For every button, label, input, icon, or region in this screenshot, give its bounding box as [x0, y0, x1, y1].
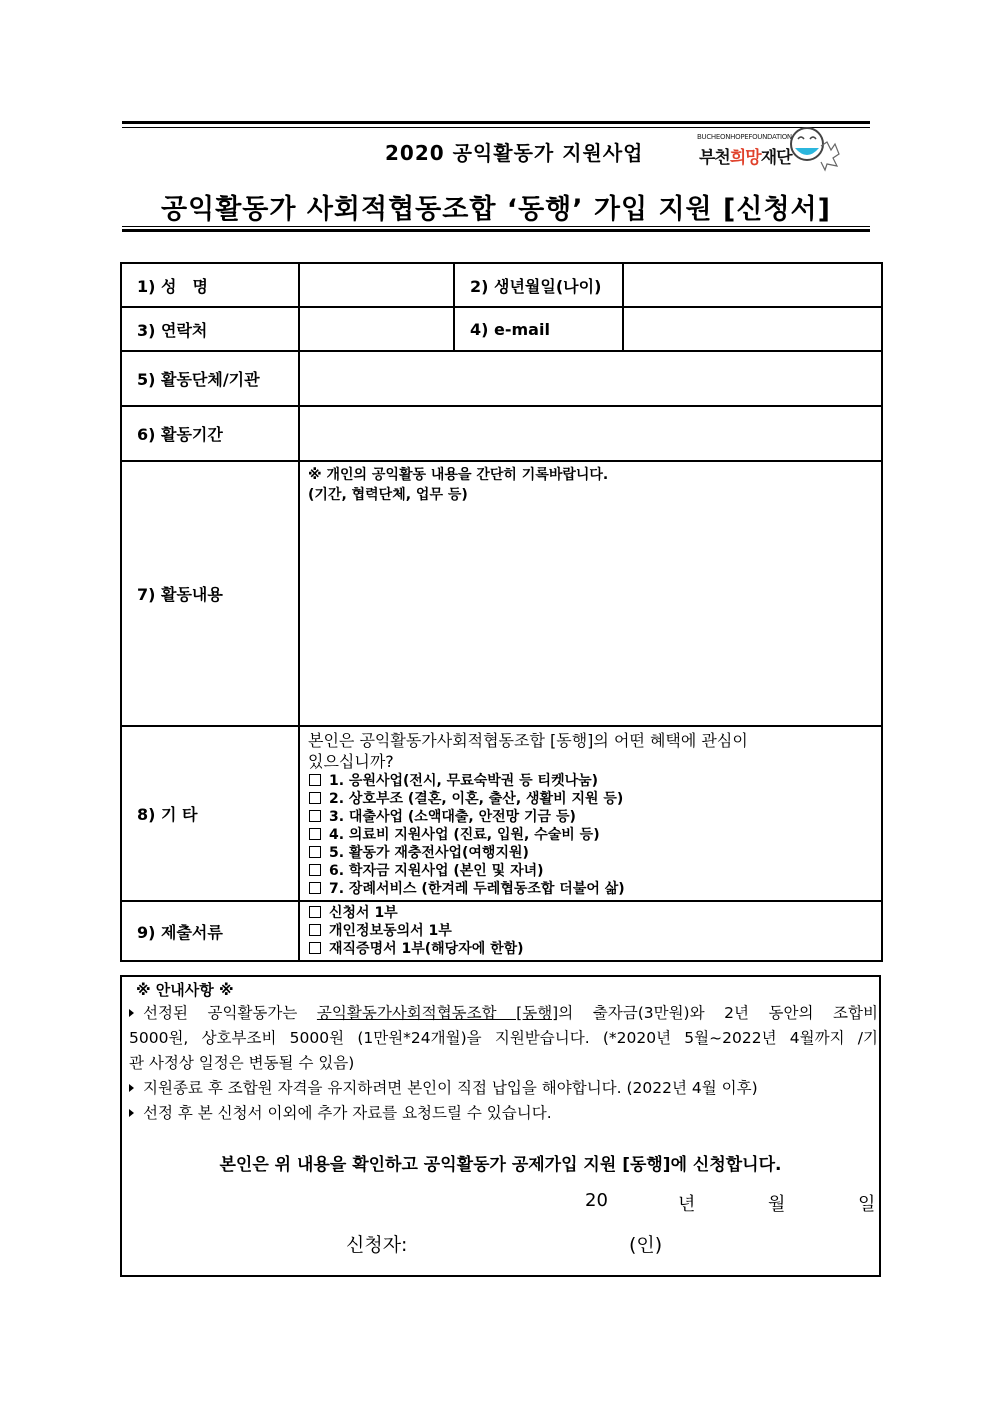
birth-label: 2) 생년월일(나이)	[454, 263, 623, 307]
form-row-etc	[121, 726, 882, 901]
checkbox[interactable]	[309, 882, 321, 894]
checkbox[interactable]	[309, 846, 321, 858]
smile-logo-icon	[781, 124, 845, 174]
benefit-option[interactable]: 6. 학자금 지원사업 (본인 및 자녀)	[308, 862, 881, 880]
documents-field	[299, 901, 882, 961]
benefit-option[interactable]: 5. 활동가 재충전사업(여행지원)	[308, 844, 881, 862]
checkbox[interactable]	[309, 906, 321, 918]
checkbox[interactable]	[309, 864, 321, 876]
benefit-option[interactable]: 2. 상호부조 (결혼, 이혼, 출산, 생활비 지원 등)	[308, 790, 881, 808]
birth-field[interactable]	[623, 263, 882, 307]
notice-heading: ※ 안내사항 ※	[136, 981, 234, 999]
checkbox[interactable]	[309, 792, 321, 804]
checkbox[interactable]	[309, 810, 321, 822]
contact-label: 3) 연락처	[121, 307, 299, 351]
logo-english-text: BUCHEONHOPEFOUNDATION	[697, 133, 792, 141]
applicant-label: 신청자:	[346, 1234, 408, 1256]
activity-note-detail: (기간, 협력단체, 업무 등)	[308, 487, 468, 503]
organization-field[interactable]	[299, 351, 882, 406]
form-row-contact	[121, 307, 882, 351]
name-field[interactable]	[299, 263, 454, 307]
documents-label: 9) 제출서류	[121, 901, 299, 961]
contact-field[interactable]	[299, 307, 454, 351]
email-label: 4) e-mail	[454, 307, 623, 351]
activity-note: ※ 개인의 공익활동 내용을 간단히 기록바랍니다.	[308, 467, 609, 483]
activity-field[interactable]	[299, 461, 882, 726]
checkbox[interactable]	[309, 924, 321, 936]
checkbox[interactable]	[309, 828, 321, 840]
activity-label: 7) 활동내용	[121, 461, 299, 726]
date-year: 20	[585, 1190, 608, 1211]
logo-korean-text: 부천희망재단	[699, 148, 792, 168]
program-subtitle: 2020 공익활동가 지원사업	[385, 141, 644, 165]
bottom-rule-thin	[122, 226, 870, 227]
email-field[interactable]	[623, 307, 882, 351]
benefit-option[interactable]: 1. 응원사업(전시, 무료숙박권 등 티켓나눔)	[308, 772, 881, 790]
form-title: 공익활동가 사회적협동조합 ‘동행’ 가입 지원 [신청서]	[161, 194, 831, 225]
date-day-unit: 일	[858, 1194, 876, 1215]
confirmation-statement: 본인은 위 내용을 확인하고 공익활동가 공제가입 지원 [동행]에 신청합니다.	[219, 1155, 782, 1175]
notice-item: 선정된 공익활동가는 공익활동가사회적협동조합 [동행]의 출자금(3만원)와 2년 동안의 조합비	[129, 1001, 878, 1025]
document-option[interactable]: 신청서 1부	[308, 904, 881, 922]
notice-box	[120, 975, 881, 1277]
document-option[interactable]: 개인정보동의서 1부	[308, 922, 881, 940]
organization-label: 5) 활동단체/기관	[121, 351, 299, 406]
etc-question-cont: 있으십니까?	[308, 752, 394, 771]
seal-label: (인)	[629, 1234, 663, 1256]
bottom-rule-thick	[122, 229, 870, 232]
notice-item: 선정 후 본 신청서 이외에 추가 자료를 요청드릴 수 있습니다.	[129, 1101, 878, 1125]
form-row-activity	[121, 461, 882, 726]
bullet-icon	[129, 1109, 134, 1117]
period-label: 6) 활동기간	[121, 406, 299, 461]
benefit-option[interactable]: 4. 의료비 지원사업 (진료, 입원, 수술비 등)	[308, 826, 881, 844]
foundation-logo	[697, 124, 847, 174]
date-month-unit: 월	[768, 1194, 786, 1215]
notice-item-cont: 5000원, 상호부조비 5000원 (1만원*24개월)을 지원받습니다. (*2020년 5월~2022년 4월까지 /기	[129, 1029, 878, 1047]
etc-question: 본인은 공익활동가사회적협동조합 [동행]의 어떤 혜택에 관심이	[308, 731, 748, 750]
date-year-unit: 년	[678, 1194, 696, 1215]
form-row-documents	[121, 901, 882, 961]
benefit-option[interactable]: 3. 대출사업 (소액대출, 안전망 기금 등)	[308, 808, 881, 826]
application-form-table	[120, 262, 883, 962]
checkbox[interactable]	[309, 942, 321, 954]
benefit-option[interactable]: 7. 장례서비스 (한겨레 두레협동조합 더불어 삶)	[308, 880, 881, 898]
etc-label: 8) 기 타	[121, 726, 299, 901]
document-option[interactable]: 재직증명서 1부(해당자에 한함)	[308, 940, 881, 958]
name-label: 1) 성 명	[121, 263, 299, 307]
form-row-name	[121, 263, 882, 307]
bullet-icon	[129, 1009, 134, 1017]
form-row-organization	[121, 351, 882, 406]
etc-field	[299, 726, 882, 901]
form-row-period	[121, 406, 882, 461]
notice-item-cont: 관 사정상 일정은 변동될 수 있음)	[129, 1054, 355, 1072]
period-field[interactable]	[299, 406, 882, 461]
bullet-icon	[129, 1084, 134, 1092]
checkbox[interactable]	[309, 774, 321, 786]
notice-item: 지원종료 후 조합원 자격을 유지하려면 본인이 직접 납입을 해야합니다. (2022년 4월 이후)	[129, 1076, 878, 1100]
